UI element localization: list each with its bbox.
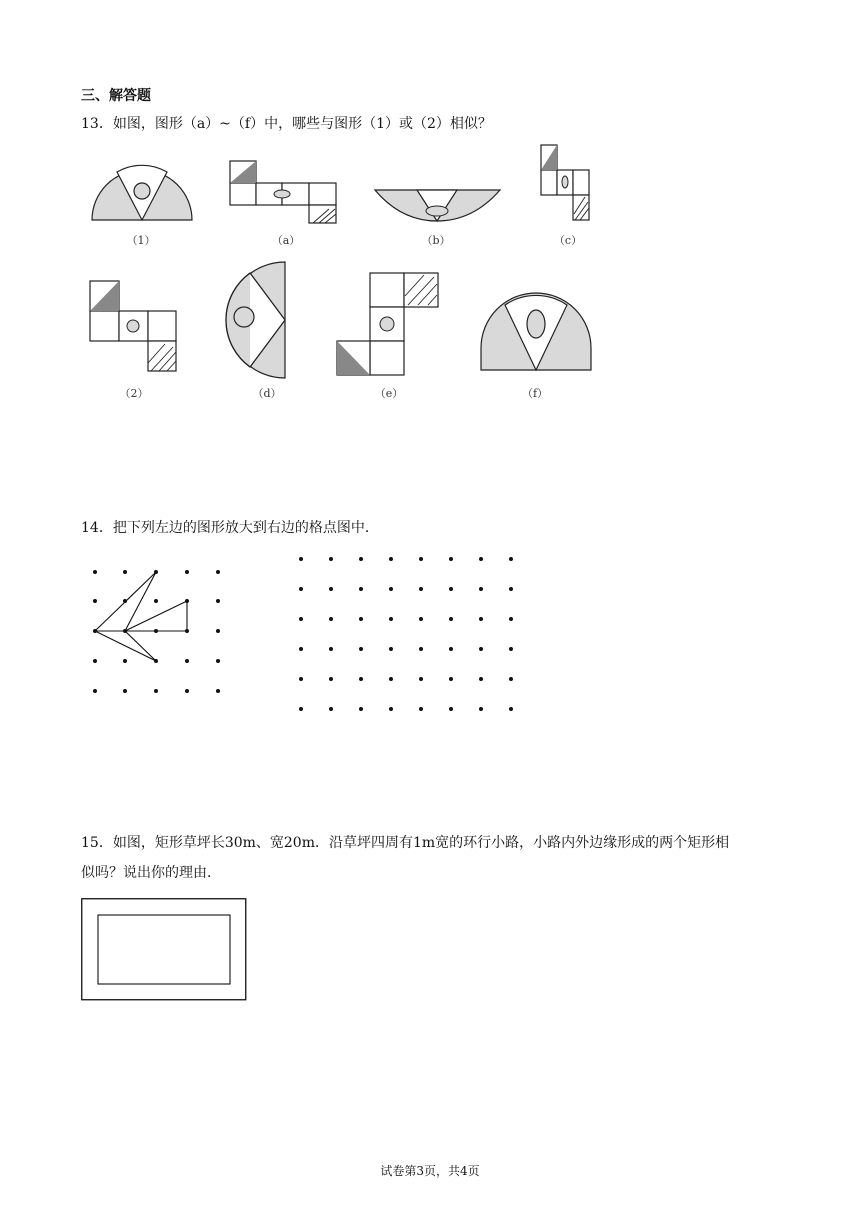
figure-d-label: （d） <box>252 387 282 400</box>
figure-2-squares <box>89 280 179 375</box>
page-footer: 试卷第3页，共4页 <box>380 1164 480 1178</box>
section-heading: 三、解答题 <box>81 88 151 104</box>
figure-b-segment <box>373 185 503 225</box>
figure-a-label: （a） <box>271 234 301 247</box>
figure-c-label: （c） <box>553 234 583 247</box>
figure-a-squares <box>229 160 339 225</box>
figure-f-label: （f） <box>521 387 549 400</box>
figure-e-squares <box>336 272 440 377</box>
figure-1-semicircle <box>90 150 194 225</box>
figure-c-squares <box>540 144 590 224</box>
figure-e-label: （e） <box>374 387 404 400</box>
question-14-text: 14．把下列左边的图形放大到右边的格点图中． <box>81 520 379 536</box>
question-15-text-line1: 15．如图，矩形草坪长30m、宽20m．沿草坪四周有1m宽的环行小路，小路内外边缘形成的两个矩形相 <box>81 835 730 851</box>
figure-b-label: （b） <box>421 234 451 247</box>
question-15-text-line2: 似吗？说出你的理由． <box>81 865 221 881</box>
figure-d-semicircle <box>220 260 290 380</box>
lawn-rectangles-figure <box>81 898 247 1001</box>
right-dot-grid[interactable] <box>294 552 519 717</box>
figure-2-label: （2） <box>119 387 149 400</box>
left-dot-grid-figure <box>85 562 230 702</box>
figure-f-arch <box>478 290 594 375</box>
figure-1-label: （1） <box>126 234 156 247</box>
question-13-text: 13．如图，图形（a）~（f）中，哪些与图形（1）或（2）相似？ <box>81 116 492 132</box>
